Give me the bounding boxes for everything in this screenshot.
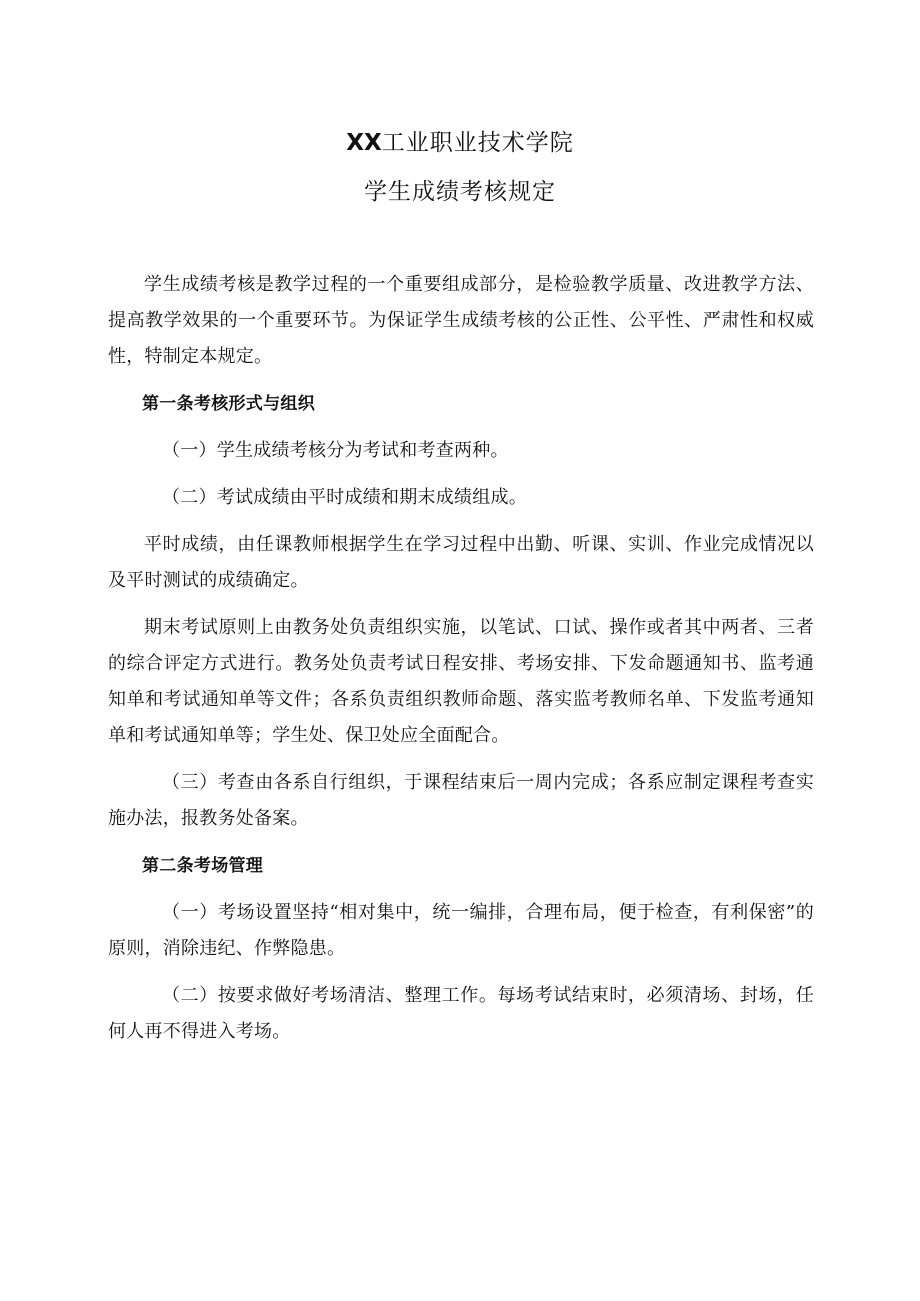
paragraph-2-2: （二）按要求做好考场清洁、整理工作。每场考试结束时，必须清场、封场，任何人再不得进入考场。 [108, 985, 814, 1042]
paragraph-final-exam: 期末考试原则上由教务处负责组织实施，以笔试、口试、操作或者其中两者、三者的综合评定方式进行。教务处负责考试日程安排、考场安排、下发命题通知书、监考通知单和考试通知单等文件；各系负责组织教师命题、落实监考教师名单、下发监考通知单和考试通知单等；学生处、保卫处应全面配合。 [108, 617, 814, 746]
paragraph-1-3: （三）考查由各系自行组织，于课程结束后一周内完成；各系应制定课程考查实施办法，报教务处备案。 [108, 772, 814, 829]
document-body [108, 267, 814, 1050]
paragraph-2-1: （一）考场设置坚持“相对集中，统一编排，合理布局，便于检查，有利保密”的原则，消除违纪、作弊隐患。 [108, 902, 814, 959]
paragraph-intro: 学生成绩考核是教学过程的一个重要组成部分，是检验教学质量、改进教学方法、提高教学效果的一个重要环节。为保证学生成绩考核的公正性、公平性、严肃性和权威性，特制定本规定。 [108, 274, 814, 367]
paragraph-regular-score: 平时成绩，由任课教师根据学生在学习过程中出勤、听课、实训、作业完成情况以及平时测试的成绩确定。 [108, 534, 814, 591]
title-prefix: XX [346, 130, 382, 156]
paragraph-1-1: （一）学生成绩考核分为考试和考查两种。 [162, 440, 509, 461]
document-subtitle: 学生成绩考核规定 [364, 179, 556, 205]
article-1-heading: 第一条考核形式与组织 [142, 394, 315, 414]
article-2-heading: 第二条考场管理 [142, 856, 264, 876]
paragraph-1-2: （二）考试成绩由平时成绩和期末成绩组成。 [162, 487, 527, 508]
document-title [0, 128, 920, 158]
title-rest: 工业职业技术学院 [381, 130, 574, 156]
